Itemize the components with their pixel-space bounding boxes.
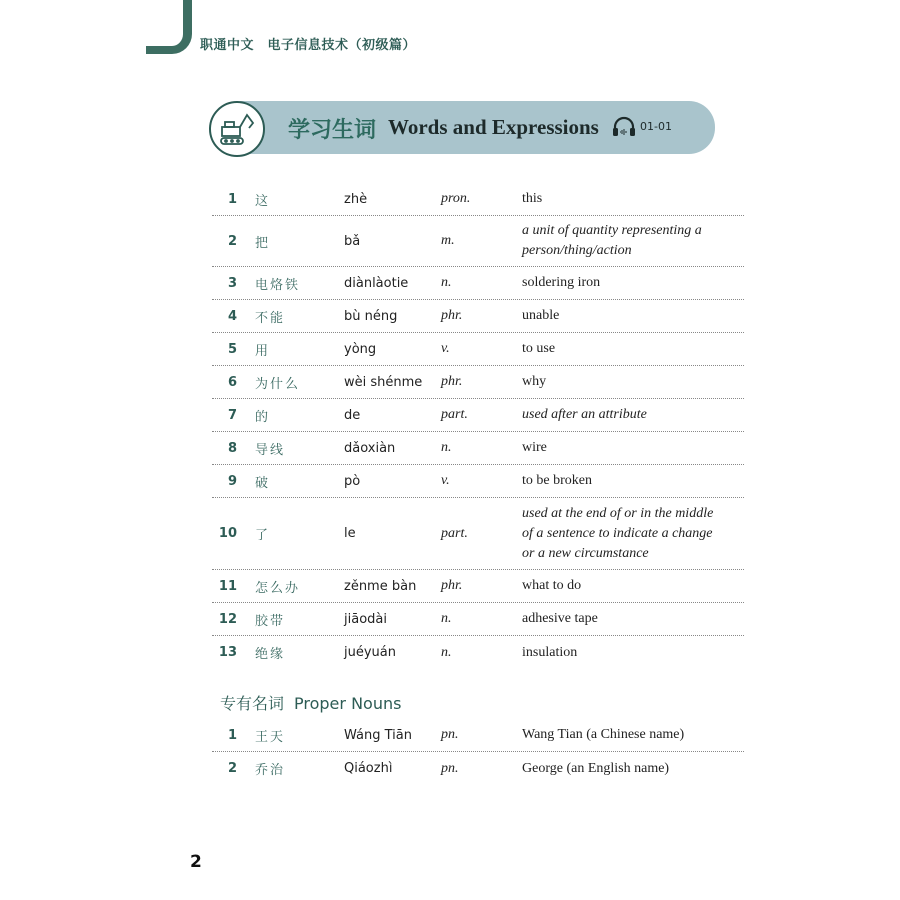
- running-head: 职通中文 电子信息技术（初级篇）: [200, 38, 417, 53]
- word-pinyin: Qiáozhì: [344, 761, 393, 776]
- word-chinese: 电烙铁: [255, 277, 301, 293]
- word-number: 12: [218, 611, 237, 627]
- word-number: 7: [227, 407, 237, 423]
- word-part-of-speech: v.: [441, 341, 450, 356]
- word-pinyin: zhè: [344, 191, 368, 207]
- table-row: [212, 300, 744, 333]
- word-chinese: 绝缘: [255, 647, 286, 662]
- word-number: 2: [227, 233, 237, 249]
- word-part-of-speech: pn.: [441, 760, 459, 776]
- corner-decoration: [146, 0, 192, 54]
- word-number: 2: [227, 761, 237, 776]
- word-number: 3: [227, 275, 237, 291]
- word-chinese: 王天: [255, 729, 286, 745]
- word-part-of-speech: m.: [441, 233, 455, 248]
- audio-track-label: 01-01: [640, 120, 672, 133]
- table-row: [212, 216, 744, 267]
- word-pinyin: diànlàotie: [344, 275, 409, 291]
- word-part-of-speech: phr.: [441, 308, 463, 323]
- word-number: 8: [227, 440, 237, 456]
- word-chinese: 胶带: [255, 613, 286, 629]
- word-part-of-speech: n.: [441, 275, 452, 290]
- word-number: 5: [227, 341, 237, 357]
- word-chinese: 导线: [255, 442, 286, 458]
- word-pinyin: Wáng Tiān: [344, 727, 412, 743]
- word-chinese: 怎么办: [255, 580, 301, 596]
- word-chinese: 这: [255, 193, 271, 209]
- word-number: 1: [227, 727, 237, 743]
- word-pinyin: yòng: [344, 341, 377, 357]
- table-row: [212, 366, 744, 399]
- word-meaning: why: [522, 374, 547, 389]
- table-row: [212, 719, 744, 752]
- table-row: [212, 636, 744, 669]
- word-meaning: what to do: [522, 578, 582, 593]
- word-number: 13: [218, 645, 237, 660]
- table-row: [212, 399, 744, 432]
- word-number: 1: [227, 191, 237, 207]
- word-part-of-speech: pn.: [441, 727, 459, 742]
- table-row: [212, 570, 744, 603]
- word-pinyin: bǎ: [344, 233, 361, 249]
- word-part-of-speech: phr.: [441, 374, 463, 389]
- proper-nouns-title-cn: 专有名词: [220, 694, 285, 713]
- word-chinese: 乔治: [255, 763, 286, 778]
- word-meaning: this: [522, 191, 543, 206]
- word-meaning: to use: [522, 341, 556, 356]
- word-number: 11: [218, 578, 237, 594]
- word-meaning: used at the end of or in the middle of a sentence to indicate a change or a new circumstance: [522, 505, 714, 561]
- word-part-of-speech: phr.: [441, 578, 463, 593]
- word-meaning: used after an attribute: [522, 407, 647, 422]
- word-part-of-speech: n.: [441, 644, 452, 660]
- word-chinese: 用: [255, 343, 271, 359]
- proper-nouns-heading: [220, 691, 401, 714]
- table-row: [212, 603, 744, 636]
- word-number: 4: [227, 308, 237, 324]
- word-meaning: adhesive tape: [522, 611, 598, 626]
- table-row: [212, 432, 744, 465]
- table-row: [212, 498, 744, 570]
- proper-nouns-table: [212, 719, 744, 785]
- section-title-cn: 学习生词: [288, 118, 377, 143]
- table-row: [212, 752, 744, 785]
- vocabulary-table: [212, 183, 744, 669]
- word-meaning: wire: [522, 440, 547, 455]
- proper-nouns-title-en: Proper Nouns: [294, 694, 402, 713]
- word-pinyin: juéyuán: [344, 645, 396, 660]
- word-pinyin: de: [344, 407, 361, 423]
- word-meaning: to be broken: [522, 473, 592, 488]
- word-pinyin: bù néng: [344, 308, 398, 324]
- word-pinyin: dǎoxiàn: [344, 440, 396, 456]
- word-part-of-speech: n.: [441, 611, 452, 626]
- word-meaning: soldering iron: [522, 275, 601, 290]
- word-meaning: insulation: [522, 644, 578, 660]
- word-part-of-speech: n.: [441, 440, 452, 455]
- word-pinyin: zěnme bàn: [344, 578, 417, 594]
- page-number: 2: [190, 852, 202, 872]
- word-meaning: Wang Tian (a Chinese name): [522, 727, 685, 742]
- word-chinese: 不能: [255, 310, 286, 326]
- table-row: [212, 333, 744, 366]
- word-chinese: 为什么: [255, 376, 301, 392]
- word-part-of-speech: part.: [441, 525, 468, 541]
- word-pinyin: wèi shénme: [344, 374, 423, 390]
- headphones-icon[interactable]: [611, 116, 637, 142]
- word-pinyin: le: [344, 526, 356, 541]
- word-number: 10: [218, 526, 237, 541]
- section-title-en: Words and Expressions: [388, 115, 599, 139]
- table-row: [212, 465, 744, 498]
- word-chinese: 把: [255, 235, 271, 251]
- word-pinyin: pò: [344, 473, 361, 489]
- word-chinese: 破: [255, 475, 271, 491]
- word-number: 6: [227, 374, 237, 390]
- word-meaning: George (an English name): [522, 760, 670, 776]
- word-pinyin: jiāodài: [344, 611, 387, 627]
- word-chinese: 了: [255, 528, 271, 543]
- table-row: [212, 183, 744, 216]
- word-meaning: unable: [522, 308, 560, 323]
- word-chinese: 的: [255, 409, 271, 425]
- table-row: [212, 267, 744, 300]
- word-part-of-speech: pron.: [441, 191, 471, 206]
- word-part-of-speech: v.: [441, 473, 450, 488]
- excavator-icon: [209, 101, 265, 157]
- word-meaning: a unit of quantity representing a person/thing/action: [522, 223, 702, 258]
- word-part-of-speech: part.: [441, 407, 468, 422]
- word-number: 9: [227, 473, 237, 489]
